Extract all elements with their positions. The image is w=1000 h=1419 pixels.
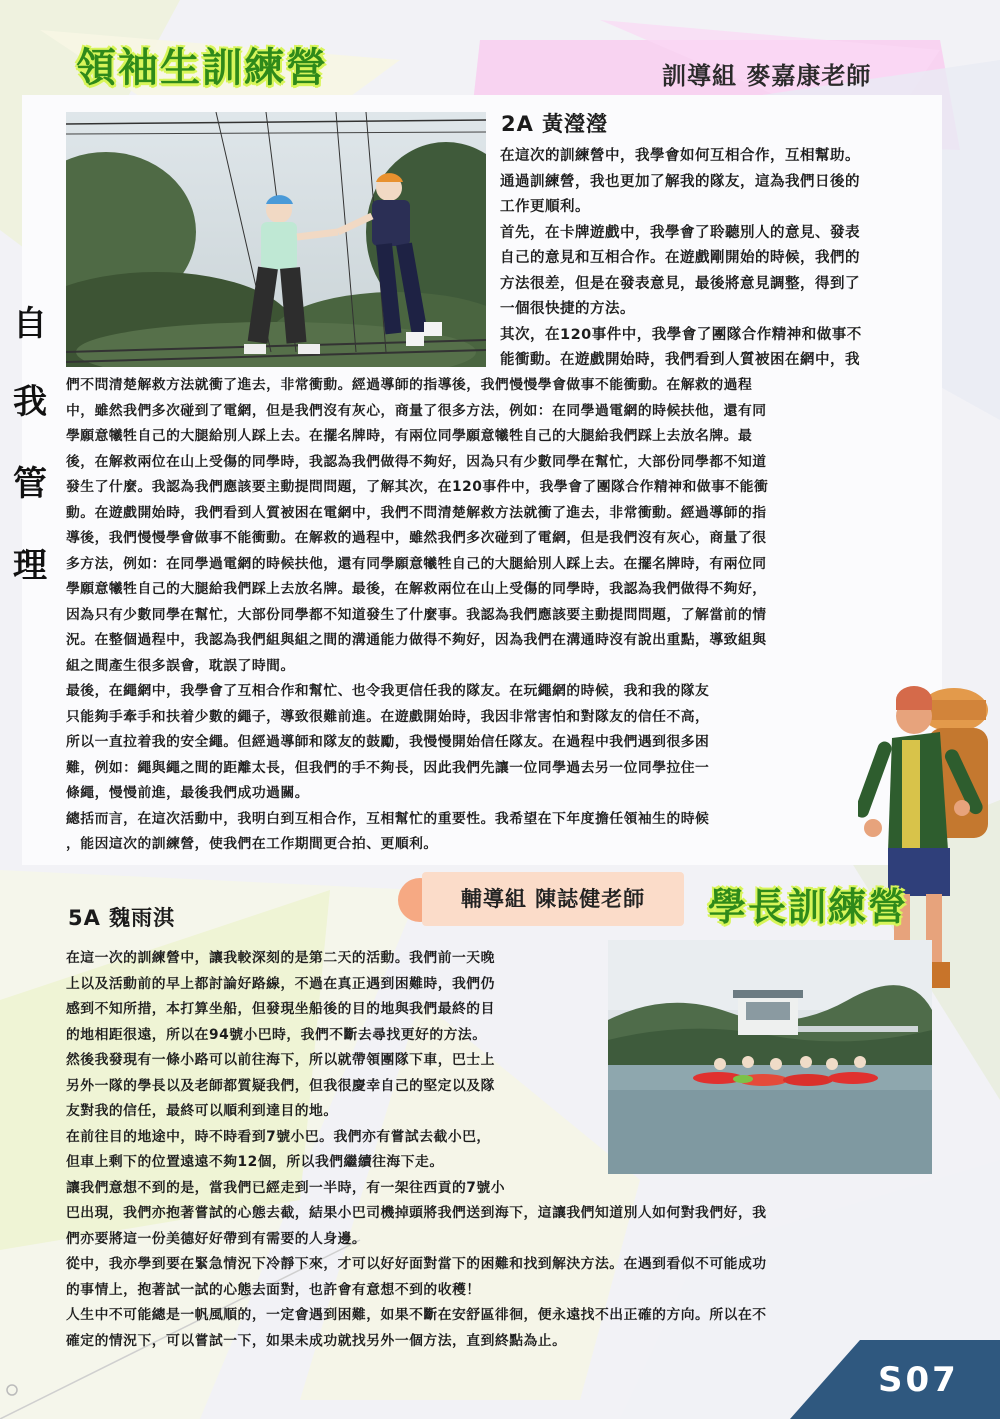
essay-1-full-width — [66, 373, 934, 679]
text-line: 們亦要將這一份美德好好帶到有需要的人身邊。 — [66, 1230, 367, 1247]
text-line: 在這一次的訓練營中，讓我較深刻的是第二天的活動。我們前一天晚 — [66, 950, 495, 966]
kayak-photo — [608, 940, 932, 1174]
text-line: 動。在遊戲開始時，我們看到人質被困在電網中，我們不問清楚解救方法就衝了進去，非常衝動。經過導師的指 — [66, 504, 767, 521]
text-line: 發生了什麼。我認為我們應該要主動提問問題，了解其次，在120事件中，我學會了團隊合作精神和做事不能衝 — [66, 479, 769, 495]
text-line: 況。在整個過程中，我認為我們組與組之間的溝通能力做得不夠好，因為我們在溝通時沒有說出重點，導致組與 — [66, 632, 767, 648]
text-line: 人生中不可能總是一帆風順的，一定會遇到困難，如果不斷在安舒區徘徊，便永遠找不出正確的方向。所以在不 — [66, 1307, 767, 1323]
text-line: 首先，在卡牌遊戲中，我學會了聆聽別人的意見、發表 — [500, 224, 860, 241]
text-line: 在前往目的地途中，時不時看到7號小巴。我們亦有嘗試去截小巴， — [66, 1128, 491, 1145]
essay-1-right-column — [500, 144, 930, 374]
text-line: 多方法，例如：在同學過電網的時候扶他，還有同學願意犧牲自己的大腿給別人踩上去。在擺名牌時，有兩位同 — [66, 555, 767, 572]
text-line: 總括而言，在這次活動中，我明白到互相合作，互相幫忙的重要性。我希望在下年度擔任領袖生的時候 — [66, 810, 710, 827]
student-name-5a: 5A 魏雨淇 — [68, 906, 176, 930]
text-line: 通過訓練營，我也更加了解我的隊友，這為我們日後的 — [500, 173, 860, 190]
text-line: 的事情上，抱著試一試的心態去面對，也許會有意想不到的收穫！ — [66, 1281, 481, 1298]
text-line: 組之間產生很多誤會，耽誤了時間。 — [66, 657, 295, 674]
text-line: 導後，我們慢慢學會做事不能衝動。在解救的過程中，雖然我們多次碰到了電網，但是我們沒有灰心，商量了很 — [66, 530, 767, 546]
essay-2-full-width — [66, 1201, 934, 1354]
side-title-char: 管 — [13, 464, 47, 504]
text-line: ，能因這次的訓練營，使我們在工作期間更合拍、更順利。 — [66, 836, 438, 852]
text-line: 難，例如：繩與繩之間的距離太長，但我們的手不夠長，因此我們先讓一位同學過去另一位同學拉住一 — [66, 759, 710, 776]
text-line: 但車上剩下的位置遠遠不夠12個，所以我們繼續往海下走。 — [66, 1154, 444, 1170]
text-line: 條繩，慢慢前進，最後我們成功過關。 — [66, 785, 310, 801]
teacher-name-bottom: 輔導組 陳誌健老師 — [422, 872, 684, 926]
text-line: 讓我們意想不到的是，當我們已經走到一半時，有一架往西貢的7號小 — [66, 1179, 506, 1196]
text-line: 所以一直拉着我的安全繩。但經過導師和隊友的鼓勵，我慢慢開始信任隊友。在過程中我們遇到很多困 — [66, 734, 710, 750]
text-line: 自己的意見和互相合作。在遊戲剛開始的時候，我們的 — [500, 250, 860, 266]
text-line: 另外一隊的學長以及老師都質疑我們，但我很慶幸自己的堅定以及隊 — [66, 1077, 495, 1094]
rope-course-photo — [66, 112, 486, 367]
teacher-name-top: 訓導組 麥嘉康老師 — [662, 62, 872, 90]
text-line: 中，雖然我們多次碰到了電網，但是我們沒有灰心，商量了很多方法，例如：在同學過電網的時候扶他，還有同 — [66, 402, 767, 419]
text-line: 們不問清楚解救方法就衝了進去，非常衝動。經過導師的指導後，我們慢慢學會做事不能衝動。在解救的過程 — [66, 377, 753, 393]
text-line: 巴出現，我們亦抱著嘗試的心態去截，結果小巴司機掉頭將我們送到海下，這讓我們知道別人如何對我們好，我 — [66, 1205, 767, 1221]
text-line: 在這次的訓練營中，我學會如何互相合作，互相幫助。 — [500, 148, 860, 164]
essay-1-lower — [66, 679, 856, 858]
text-line: 上以及活動前的早上都討論好路線，不過在真正遇到困難時，我們仍 — [66, 975, 495, 992]
text-line: 學願意犧牲自己的大腿給別人踩上去。在擺名牌時，有兩位同學願意犧牲自己的大腿給我們踩上去放名牌。最 — [66, 428, 753, 444]
side-title-char: 自 — [13, 304, 47, 344]
text-line: 工作更順利。 — [500, 199, 590, 215]
text-line: 只能夠手牽手和扶着少數的繩子，導致很難前進。在遊戲開始時，我因非常害怕和對隊友的信任不高， — [66, 708, 710, 725]
text-line: 其次，在120事件中，我學會了團隊合作精神和做事不 — [500, 326, 862, 343]
side-title-char: 我 — [13, 382, 47, 422]
student-name-2a: 2A 黃瀅瀅 — [501, 112, 609, 136]
text-line: 最後，在繩網中，我學會了互相合作和幫忙、也令我更信任我的隊友。在玩繩網的時候，我和我的隊友 — [66, 683, 710, 699]
text-line: 後，在解救兩位在山上受傷的同學時，我認為我們做得不夠好，因為只有少數同學在幫忙，大部份同學都不知道 — [66, 453, 767, 470]
page-title: 領袖生訓練營 — [76, 45, 328, 91]
text-line: 友對我的信任，最終可以順利到達目的地。 — [66, 1103, 338, 1119]
text-line: 的地相距很遠，所以在94號小巴時，我們不斷去尋找更好的方法。 — [66, 1026, 487, 1043]
page-number: S07 — [878, 1360, 959, 1400]
section-title-senior-camp: 學長訓練營 — [708, 885, 909, 929]
side-title-char: 理 — [13, 546, 47, 586]
text-line: 從中，我亦學到要在緊急情況下冷靜下來，才可以好好面對當下的困難和找到解決方法。在遇到看似不可能成功 — [66, 1256, 767, 1272]
text-line: 方法很差，但是在發表意見，最後將意見調整，得到了 — [500, 275, 860, 292]
text-line: 然後我發現有一條小路可以前往海下，所以就帶領團隊下車，巴士上 — [66, 1052, 495, 1068]
text-line: 學願意犧牲自己的大腿給我們踩上去放名牌。最後，在解救兩位在山上受傷的同學時，我認為我們做得不夠好， — [66, 581, 767, 597]
text-line: 一個很快捷的方法。 — [500, 301, 635, 317]
text-line: 因為只有少數同學在幫忙，大部份同學都不知道發生了什麼事。我認為我們應該要主動提問問題，了解當前的情 — [66, 606, 767, 623]
text-line: 感到不知所措，本打算坐船，但發現坐船後的目的地與我們最終的目 — [66, 1001, 495, 1017]
essay-2-left-column — [66, 946, 596, 1201]
text-line: 能衝動。在遊戲開始時，我們看到人質被困在網中，我 — [500, 352, 860, 368]
text-line: 確定的情況下，可以嘗試一下，如果未成功就找另外一個方法，直到終點為止。 — [66, 1332, 567, 1349]
